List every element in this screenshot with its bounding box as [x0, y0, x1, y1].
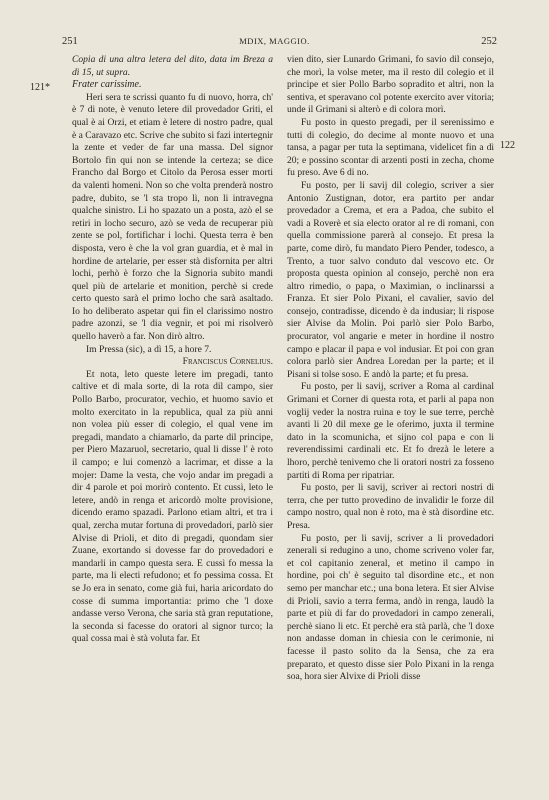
- right-paragraph-2: Fu posto in questo pregadi, per il serenissimo e tutti di colegio, do decime al monte nuovo et una tansa, a pagar per tuta la septimana, videlicet fin a dì 20; e possino scontar di arzenti posti in zecha, chome fu preso. Ave 6 di no.: [287, 116, 494, 179]
- letter-body: Heri sera te scrissi quanto fu di nuovo, horra, ch' è 7 di note, è venuto letere dil provedador Griti, el qual è ai Orzi, et etiam è letere di nostro padre, qual è a Caravazo etc. Scrive che subito si fazi intertegnir la zente et veder de far una massa. Del signor Bortolo fin qui non se intende la certeza; se dice Francho dal Borgo et Citolo da Perosa esser morti da valenti homeni. Non so che volta prenderà nostro padre, dubito, se 'l sta tropo lì, non li intravegna qualche sinistro. Li ho spazato un a posta, azò el se retiri in locho securo, azò se veda de recuperar più zente se pol, fortifichar i lochi. Questa terra è ben disposta, vero è che la vol gran guardia, et è mal in hordine de artelarie, per esser stà disfornita per altri lochi, perhò è forzo che la Signoria subito mandi quel più de artelarie et monition, perchè si crede certo questo sarà el primo locho che sarà asaltado. Io ho deliberato aspetar qui fin el clarissimo nostro padre azonzi, se 'l dia vegnir, et poi mi risolverò quello haverò a far. Non dirò altro.: [72, 91, 273, 343]
- page-number-left: 251: [62, 36, 78, 47]
- letter-salutation: Frater carissime.: [72, 79, 142, 91]
- page-header: [0, 36, 549, 52]
- chronicle-paragraph: Et nota, leto queste letere im pregadi, tanto caltive et di mala sorte, di la rota dil campo, sier Pollo Barbo, procurator, vechio, et huomo savio et molto exercitato in la republica, qual za più anni non volea più esser di colegio, el qual vene im pregadi, mandato a chiamarlo, da parte dil principe, per Piero Mazaruol, secretario, qual li disse l' è roto il campo; e lui comenzò a lacrimar, et disse a la mojer: Dame la vesta, che vojo andar im pregadi a dir 4 parole et poi morirò contento. Et cussì, leto le letere, andò in renga et aricordò molte provisione, dicendo eramo spazadi. Parlono etiam altri, et tra i qual, zercha mutar fortuna di provedadori, parlò sier Alvise di Prioli, et dito di pregadi, quondam sier Zuane, exortando si dovesse far do provedadori e mandarli in campo questa sera. E cussì fo messa la parte, ma li electi refudono; et fo pessima cossa. Et se Jo era in senato, come già fui, haria aricordato do cosse di summa importantia: primo che 'l doxe andasse verso Verona, che saria stà gran reputatione, la seconda si facesse do oratori al signor turco; la qual cossa mai è stà voluta far. Et: [72, 368, 273, 645]
- letter-signature: Franciscus Cornelius.: [182, 356, 273, 368]
- right-column: [287, 54, 494, 684]
- running-title: MDIX, MAGGIO.: [239, 36, 310, 46]
- letter-dateline: Im Pressa (sic), a dì 15, a hore 7.: [86, 343, 212, 355]
- left-column: [72, 54, 273, 646]
- right-paragraph-1: vien dito, sier Lunardo Grimani, fo savio dil consejo, che morì, la volse meter, ma il resto dil colegio et il principe et sier Pollo Barbo sopradito et altri, non la sentiva, et speravano col potente exercito aver vitoria; unde il Grimani si alterò e di colora morì.: [287, 54, 494, 116]
- right-paragraph-3: Fu posto, per li savij dil colegio, scriver a sier Antonio Zustignan, dotor, era partito per andar provedador a Crema, et era a Padoa, che subito el vadi a Roverè et sia electo orator al re di romani, con quella commissione parerà al consejo. Et presa la parte, come dirò, fu mandato Piero Pender, todesco, a Trento, a tuor salvo conduto dal vescovo etc. Or proposta questa opinion al consejo, perchè non era altro rimedio, o papa, o Maximian, o inclinarssi a Franza. Et sier Polo Pixani, el cavalier, savio del consejo, contradisse, dicendo è da indusiar; li rispose sier Alvise da Molin. Poi parlò sier Polo Barbo, procurator, vol angarie e meter in hordine il nostro campo e placar il papa e vol indusiar. Et poi con gran colora parlò sier Andrea Loredan per la parte; et il Pisani si tolse soso. E andò la parte; et fu presa.: [287, 179, 494, 380]
- margin-number-right: 122: [500, 140, 515, 151]
- right-paragraph-6: Fu posto, per li savij, scriver a li provedadori zenerali si redugino a uno, chome scriveno voler far, et col capitanio zeneral, et metino il campo in hordine, poi ch' è seguito tal disordine etc., et non semo per manchar etc.; una bona letera. Et sier Alvise di Prioli, savio a terra ferma, andò in renga, laudò la parte et più di far do provedadori in campo zenerali, perchè siano li etc. Et perchè era stà parlà, che 'l doxe non andasse doman in chiesia con le cerimonie, ni facesse il pasto solito da la Sensa, che za era preparato, et questo disse sier Polo Pixani in la renga soa, hora sier Alvixe di Prioli disse: [287, 532, 494, 683]
- margin-number-left: 121*: [30, 82, 50, 93]
- letter-title: Copia di una altra letera del dito, data im Breza a dì 15, ut supra.: [72, 54, 273, 78]
- page-number-right: 252: [481, 36, 497, 47]
- right-paragraph-5: Fu posto, per li savij, scriver ai rectori nostri di terra, che per tutto provedino de invalidir le forze dil campo nostro, qual non è roto, ma è stà disordine etc. Presa.: [287, 482, 494, 531]
- right-paragraph-4: Fu posto, per li savij, scriver a Roma al cardinal Grimani et Corner di questa rota, et parli al papa non voglij veder la nostra ruina e toy le sue terre, perchè avanti li 20 dil mexe ge le oferimo, juxta il termine dato in la scomunicha, et sijno col papa e con li reverendissimi cardinali etc. Et fo drezà le letere a lhoro, perchè tenivemo che li oratori nostri za fosseno partiti di Roma per ripatriar.: [287, 381, 494, 481]
